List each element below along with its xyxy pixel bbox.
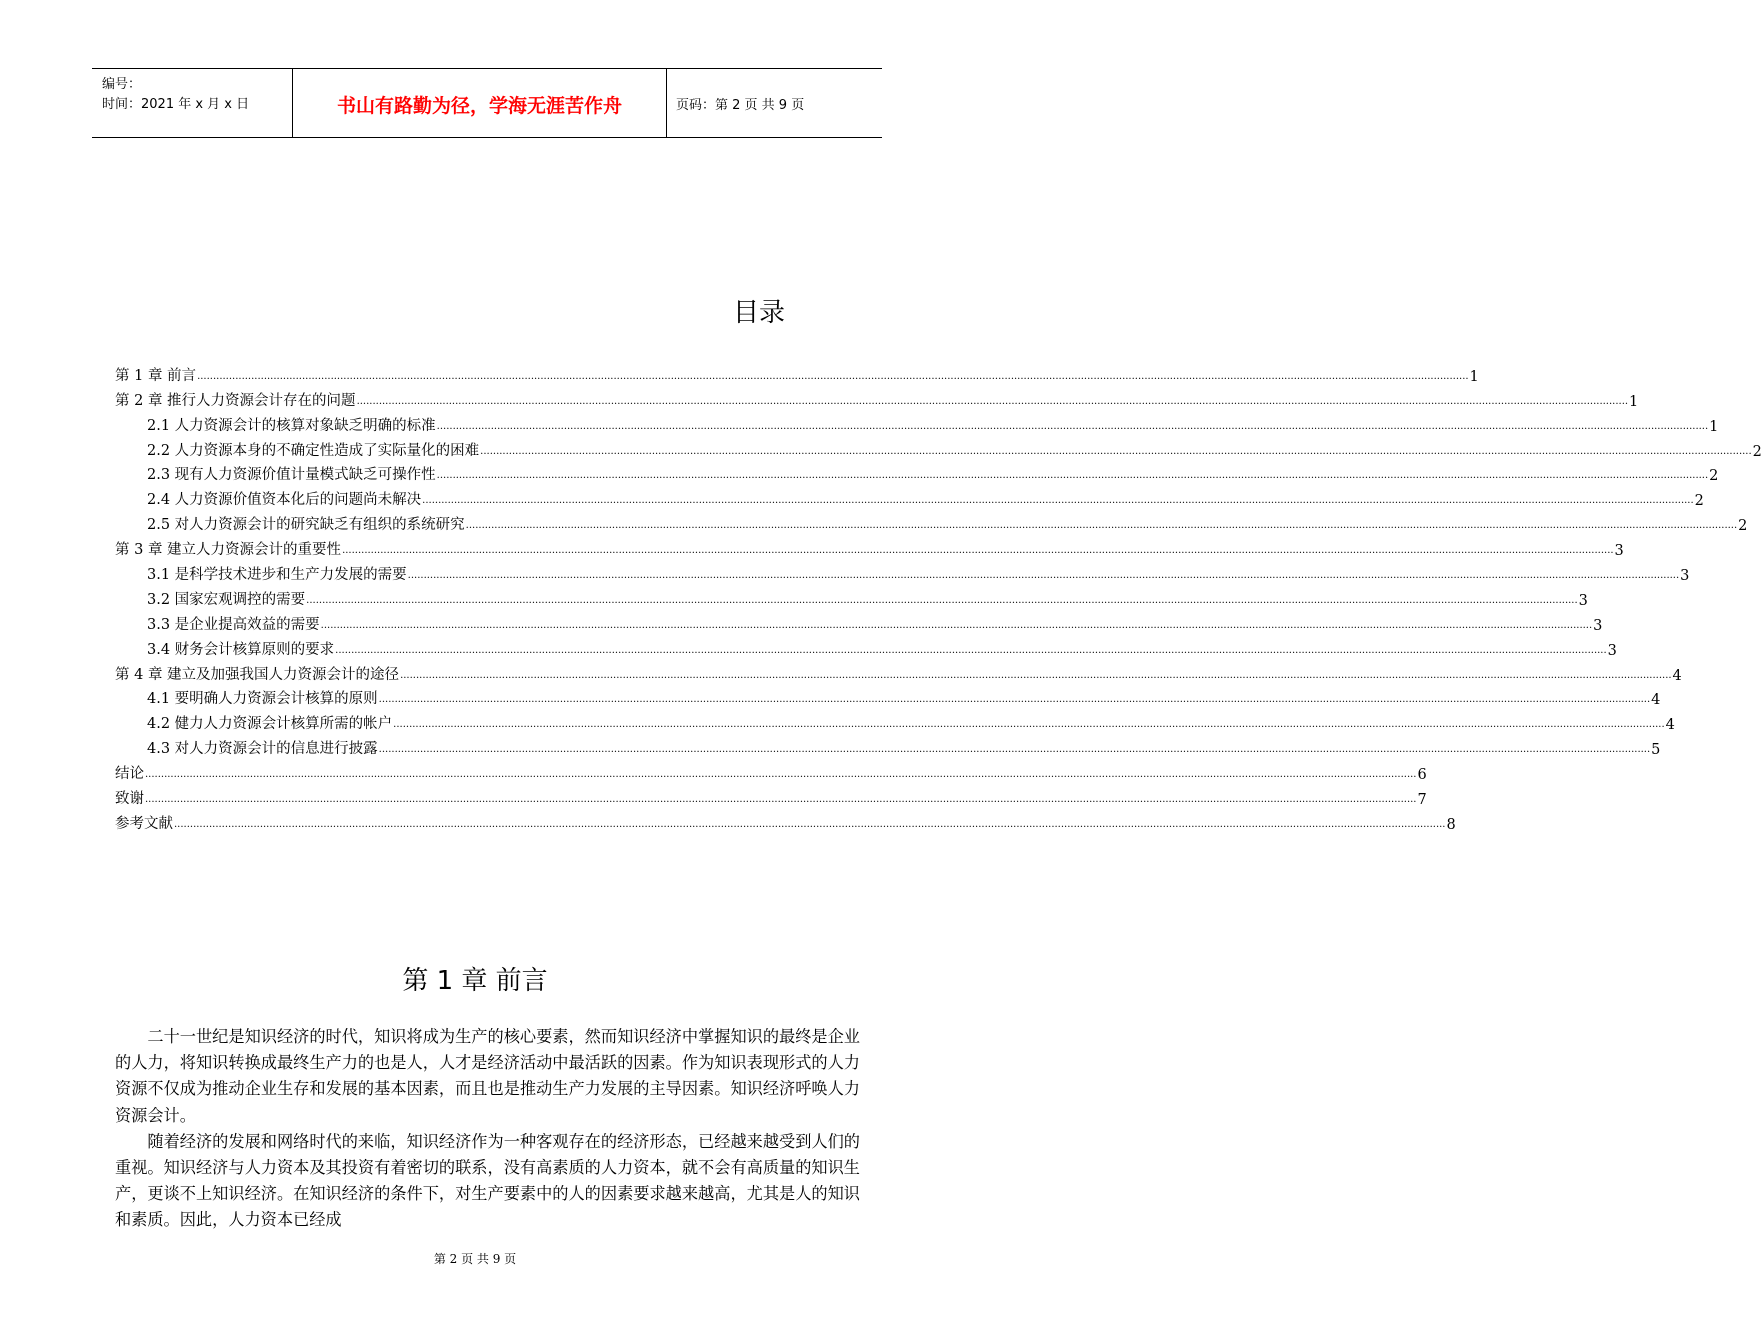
toc-entry[interactable] <box>115 634 1617 659</box>
toc-entry[interactable] <box>115 460 1719 485</box>
toc-entry[interactable] <box>115 684 1661 709</box>
toc-entry-label: 2.5 对人力资源会计的研究缺乏有组织的系统研究 <box>147 517 465 534</box>
toc-entry-label: 4.3 对人力资源会计的信息进行披露 <box>147 741 378 758</box>
toc-entry-page: 7 <box>1417 792 1427 809</box>
toc-leader-dots: ................................................................................................................................................................................................................................................................................................................................................................................................................ <box>145 769 1417 781</box>
toc-entry-page: 1 <box>1469 368 1479 385</box>
page-footer: 第 2 页 共 9 页 <box>433 1252 517 1266</box>
toc-entry-label: 结论 <box>115 766 144 783</box>
toc-entry-label: 第 2 章 推行人力资源会计存在的问题 <box>115 392 356 409</box>
toc-entry-label: 致谢 <box>115 791 144 808</box>
toc-entry-page: 3 <box>1593 617 1603 634</box>
toc-entry[interactable] <box>115 435 1762 460</box>
toc-entry[interactable] <box>115 708 1675 734</box>
toc-entry-label: 3.3 是企业提高效益的需要 <box>147 616 320 633</box>
toc-entry-page: 3 <box>1680 568 1690 585</box>
toc-entry[interactable] <box>115 509 1748 535</box>
toc-entry[interactable] <box>115 385 1639 410</box>
toc-entry-label: 第 3 章 建立人力资源会计的重要性 <box>115 542 342 559</box>
toc-entry-label: 第 4 章 建立及加强我国人力资源会计的途径 <box>115 666 400 683</box>
toc-title: 目录 <box>733 298 786 328</box>
toc-entry[interactable] <box>115 609 1603 634</box>
toc-leader-dots: ................................................................................................................................................................................................................................................................................................................................................................................................................ <box>436 420 1709 432</box>
toc-leader-dots: ................................................................................................................................................................................................................................................................................................................................................................................................................ <box>422 495 1694 507</box>
toc-entry[interactable] <box>115 484 1704 510</box>
paragraph: 二十一世纪是知识经济的时代，知识将成为生产的核心要素，然而知识经济中掌握知识的最终是企业的人力，将知识转换成最终生产力的也是人，人才是经济活动中最活跃的因素。作为知识表现形式的人力资源不仅成为推动企业生存和发展的基本因素，而且也是推动生产力发展的主导因素。知识经济呼唤人力资源会计。 <box>115 1027 860 1125</box>
toc-entry[interactable] <box>115 360 1479 385</box>
toc-entry[interactable] <box>115 783 1427 809</box>
chapter-body <box>115 1024 860 1234</box>
toc-entry-label: 2.1 人力资源会计的核算对象缺乏明确的标准 <box>147 417 436 434</box>
header-page-info: 页码：第 2 页 共 9 页 <box>676 98 805 113</box>
header-meta-cell <box>92 69 292 137</box>
toc-entry-page: 8 <box>1446 816 1456 833</box>
toc-entry-label: 3.2 国家宏观调控的需要 <box>147 591 306 608</box>
toc-leader-dots: ................................................................................................................................................................................................................................................................................................................................................................................................................ <box>335 644 1607 656</box>
toc-entry[interactable] <box>115 808 1456 833</box>
toc-leader-dots: ................................................................................................................................................................................................................................................................................................................................................................................................................ <box>400 669 1672 681</box>
toc-leader-dots: ................................................................................................................................................................................................................................................................................................................................................................................................................ <box>306 594 1578 606</box>
toc-entry-page: 2 <box>1738 518 1748 535</box>
toc-entry-page: 2 <box>1752 443 1762 460</box>
header-number-label: 编号： <box>102 77 142 92</box>
toc-leader-dots: ................................................................................................................................................................................................................................................................................................................................................................................................................ <box>465 520 1738 532</box>
toc-entry-label: 2.2 人力资源本身的不确定性造成了实际量化的困难 <box>147 442 480 459</box>
toc-entry[interactable] <box>115 410 1719 435</box>
toc-entry[interactable] <box>115 758 1427 784</box>
toc-entry[interactable] <box>115 584 1588 609</box>
toc-entry[interactable] <box>115 534 1624 560</box>
chapter-title: 第 1 章 前言 <box>402 966 548 996</box>
toc-entry-page: 4 <box>1665 717 1675 734</box>
toc-leader-dots: ................................................................................................................................................................................................................................................................................................................................................................................................................ <box>378 744 1651 756</box>
toc-entry-label: 4.2 健力人力资源会计核算所需的帐户 <box>147 716 393 733</box>
toc-entry-page: 2 <box>1709 468 1719 485</box>
toc-leader-dots: ................................................................................................................................................................................................................................................................................................................................................................................................................ <box>407 570 1680 582</box>
toc-leader-dots: ................................................................................................................................................................................................................................................................................................................................................................................................................ <box>356 395 1629 407</box>
header-time-label: 时间：2021 年 x 月 x 日 <box>102 97 250 112</box>
toc-entry-page: 4 <box>1672 667 1682 684</box>
header-motto: 书山有路勤为径，学海无涯苦作舟 <box>336 95 622 117</box>
toc-entry-page: 2 <box>1694 493 1704 510</box>
header-motto-cell <box>292 69 667 137</box>
toc-entry-page: 3 <box>1614 543 1624 560</box>
toc-entry[interactable] <box>115 559 1690 585</box>
table-of-contents <box>115 360 1762 833</box>
toc-leader-dots: ................................................................................................................................................................................................................................................................................................................................................................................................................ <box>174 818 1446 830</box>
toc-entry-page: 3 <box>1607 642 1617 659</box>
paragraph: 随着经济的发展和网络时代的来临，知识经济作为一种客观存在的经济形态，已经越来越受到人们的重视。知识经济与人力资本及其投资有着密切的联系，没有高素质的人力资本，就不会有高质量的知识生产，更谈不上知识经济。在知识经济的条件下，对生产要素中的人的因素要求越来越高，尤其是人的知识和素质。因此，人力资本已经成 <box>115 1131 860 1230</box>
toc-entry-label: 4.1 要明确人力资源会计核算的原则 <box>147 691 378 708</box>
toc-entry[interactable] <box>115 659 1682 684</box>
toc-entry[interactable] <box>115 733 1661 759</box>
toc-leader-dots: ................................................................................................................................................................................................................................................................................................................................................................................................................ <box>436 470 1709 482</box>
header-page-cell <box>666 69 882 137</box>
toc-leader-dots: ................................................................................................................................................................................................................................................................................................................................................................................................................ <box>145 794 1417 806</box>
toc-entry-page: 1 <box>1709 418 1719 435</box>
toc-entry-label: 参考文献 <box>115 815 173 832</box>
toc-leader-dots: ................................................................................................................................................................................................................................................................................................................................................................................................................ <box>480 445 1752 457</box>
toc-entry-label: 3.4 财务会计核算原则的要求 <box>147 641 335 658</box>
toc-entry-page: 5 <box>1651 742 1661 759</box>
toc-entry-page: 3 <box>1578 592 1588 609</box>
toc-leader-dots: ................................................................................................................................................................................................................................................................................................................................................................................................................ <box>393 719 1665 731</box>
toc-leader-dots: ................................................................................................................................................................................................................................................................................................................................................................................................................ <box>342 545 1614 557</box>
toc-leader-dots: ................................................................................................................................................................................................................................................................................................................................................................................................................ <box>320 619 1593 631</box>
toc-entry-page: 4 <box>1651 692 1661 709</box>
toc-leader-dots: ................................................................................................................................................................................................................................................................................................................................................................................................................ <box>378 694 1651 706</box>
toc-leader-dots: ................................................................................................................................................................................................................................................................................................................................................................................................................ <box>197 370 1469 382</box>
toc-entry-label: 第 1 章 前言 <box>115 367 197 384</box>
toc-entry-label: 3.1 是科学技术进步和生产力发展的需要 <box>147 567 407 584</box>
toc-entry-label: 2.3 现有人力资源价值计量模式缺乏可操作性 <box>147 467 436 484</box>
toc-entry-page: 1 <box>1629 393 1639 410</box>
toc-entry-page: 6 <box>1417 767 1427 784</box>
page-header <box>92 68 882 138</box>
toc-entry-label: 2.4 人力资源价值资本化后的问题尚未解决 <box>147 492 422 509</box>
